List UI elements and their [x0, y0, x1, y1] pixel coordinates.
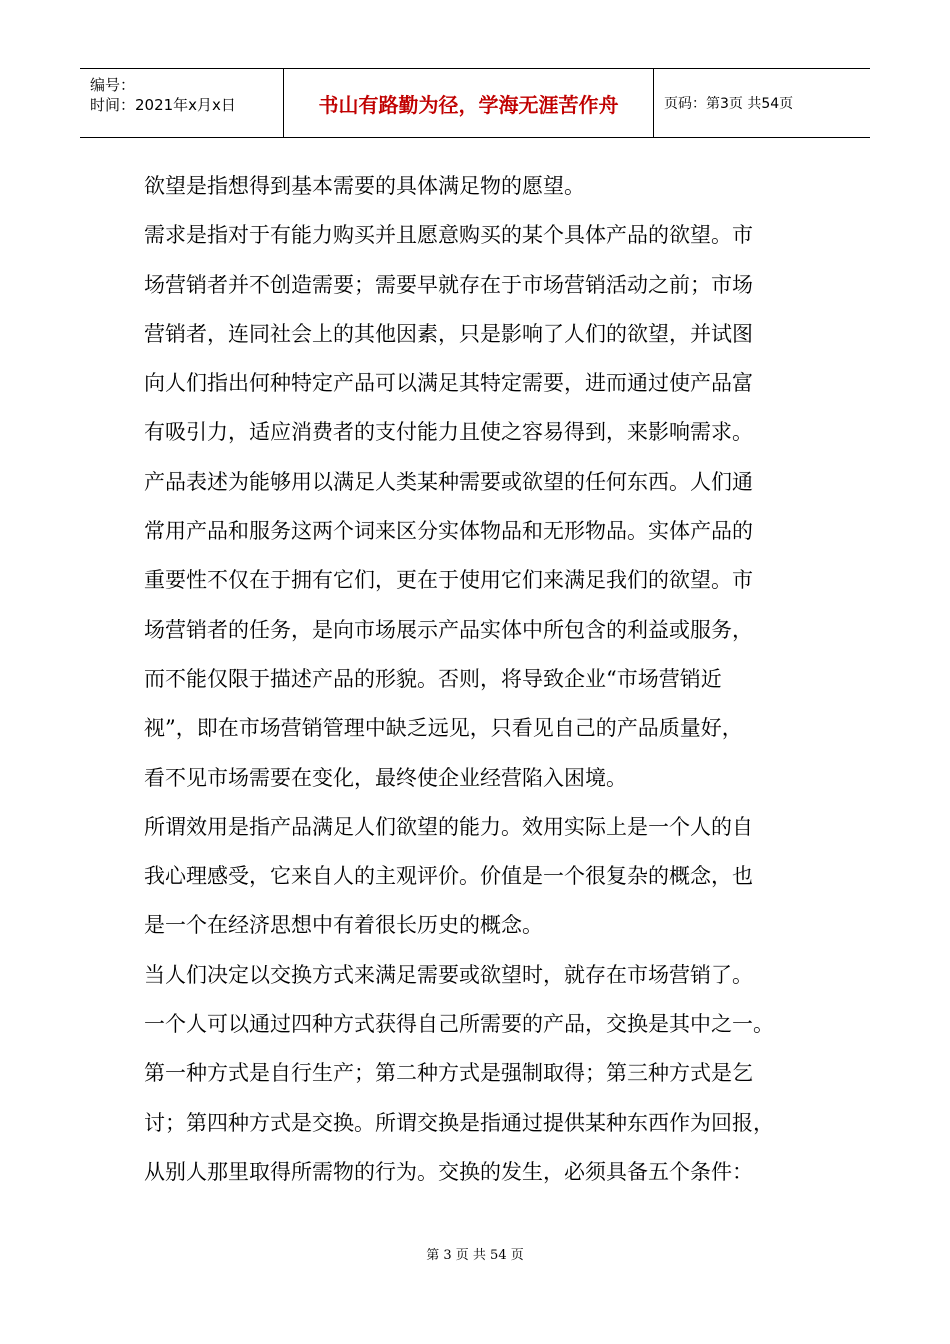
text-line: 产品表述为能够用以满足人类某种需要或欲望的任何东西。人们通 [144, 469, 753, 494]
header-motto: 书山有路勤为径，学海无涯苦作舟 [284, 69, 654, 137]
text-line: 向人们指出何种特定产品可以满足其特定需要，进而通过使产品富 [144, 371, 753, 396]
text-line: 需求是指对于有能力购买并且愿意购买的某个具体产品的欲望。市 [144, 223, 753, 248]
body-text [144, 162, 834, 1197]
text-line: 欲望是指想得到基本需要的具体满足物的愿望。 [144, 174, 585, 198]
number-label: 编号： [90, 76, 136, 94]
header-page-info: 页码：第3页 共54页 [664, 96, 794, 112]
text-line: 当人们决定以交换方式来满足需要或欲望时，就存在市场营销了。 [144, 962, 753, 987]
text-line: 常用产品和服务这两个词来区分实体物品和无形物品。实体产品的 [144, 519, 753, 544]
text-line: 是一个在经济思想中有着很长历史的概念。 [144, 913, 543, 938]
page-header [80, 68, 870, 138]
text-line: 而不能仅限于描述产品的形貌。否则，将导致企业“市场营销近 [144, 666, 722, 691]
text-line: 营销者，连同社会上的其他因素，只是影响了人们的欲望，并试图 [144, 321, 753, 346]
header-meta [80, 69, 284, 137]
text-line: 从别人那里取得所需物的行为。交换的发生，必须具备五个条件： [144, 1159, 753, 1184]
text-line: 看不见市场需要在变化，最终使企业经营陷入困境。 [144, 765, 627, 790]
text-line: 我心理感受，它来自人的主观评价。价值是一个很复杂的概念，也 [144, 864, 753, 889]
page-footer: 第 3 页 共 54 页 [426, 1248, 524, 1263]
text-line: 场营销者并不创造需要；需要早就存在于市场营销活动之前；市场 [144, 272, 753, 297]
text-line: 讨；第四种方式是交换。所谓交换是指通过提供某种东西作为回报， [144, 1110, 774, 1135]
text-line: 有吸引力，适应消费者的支付能力且使之容易得到，来影响需求。 [144, 420, 753, 445]
text-line: 第一种方式是自行生产；第二种方式是强制取得；第三种方式是乞 [144, 1061, 753, 1086]
text-line: 所谓效用是指产品满足人们欲望的能力。效用实际上是一个人的自 [144, 814, 753, 839]
text-line: 一个人可以通过四种方式获得自己所需要的产品，交换是其中之一。 [144, 1012, 774, 1037]
text-line: 重要性不仅在于拥有它们，更在于使用它们来满足我们的欲望。市 [144, 568, 753, 593]
date-label: 时间：2021年x月x日 [90, 96, 236, 114]
text-line: 视”，即在市场营销管理中缺乏远见，只看见自己的产品质量好， [144, 716, 743, 741]
text-line: 场营销者的任务，是向市场展示产品实体中所包含的利益或服务， [144, 617, 753, 642]
